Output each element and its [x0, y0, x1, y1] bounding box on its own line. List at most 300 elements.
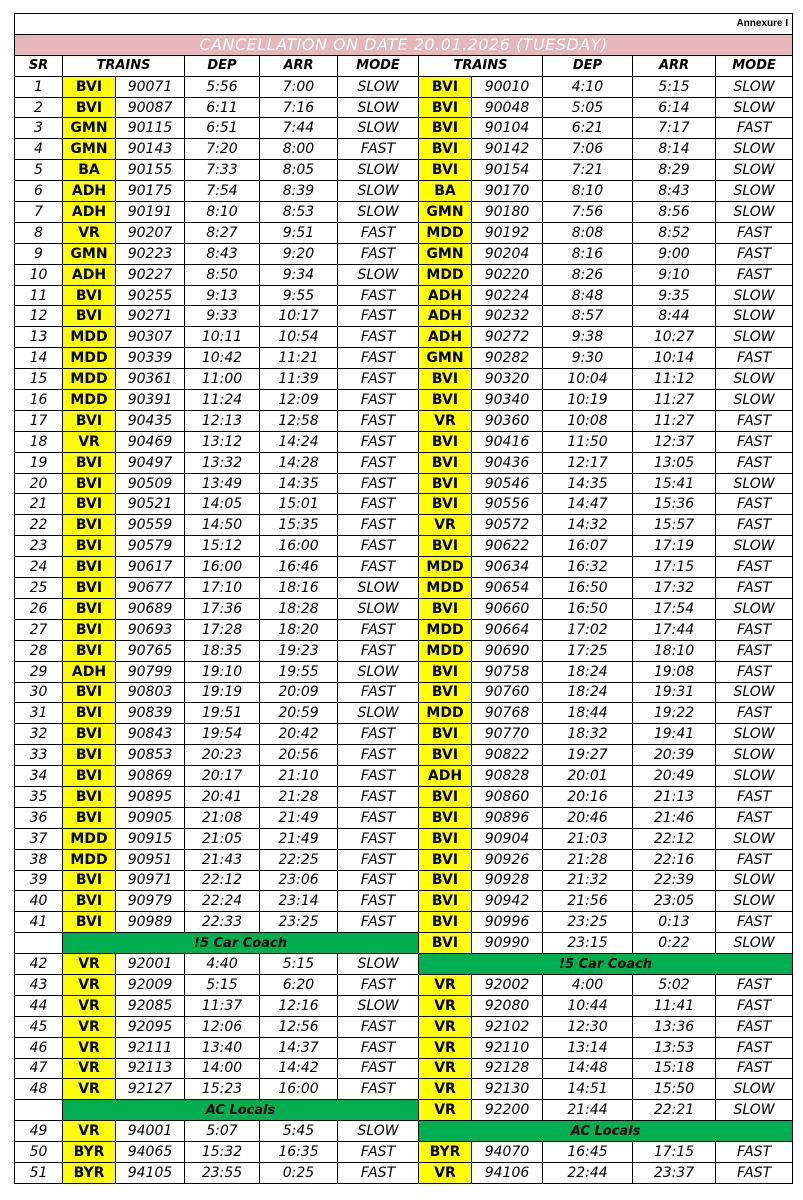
mode-cell-left: FAST	[338, 891, 419, 912]
train-no-cell-left: 90361	[116, 369, 185, 390]
train-no-cell-left: 92111	[116, 1037, 185, 1058]
train-no-cell-left: 90191	[116, 202, 185, 223]
mode-cell-right: SLOW	[716, 202, 793, 223]
dep-cell-right: 14:32	[543, 515, 633, 536]
dep-cell-left: 9:33	[185, 306, 260, 327]
sr-cell	[15, 933, 63, 954]
train-no-cell-right: 92128	[472, 1058, 543, 1079]
station-cell-right: BVI	[419, 870, 472, 891]
dep-cell-right: 11:50	[543, 431, 633, 452]
mode-cell-right: SLOW	[716, 369, 793, 390]
train-no-cell-left: 90115	[116, 118, 185, 139]
mode-cell-left: FAST	[338, 473, 419, 494]
table-row	[15, 1037, 793, 1058]
mode-cell-right: FAST	[716, 786, 793, 807]
arr-cell-right: 19:41	[633, 724, 716, 745]
dep-cell-left: 17:36	[185, 598, 260, 619]
mode-cell-left: SLOW	[338, 1121, 419, 1142]
mode-cell-left: FAST	[338, 619, 419, 640]
arr-cell-left: 16:46	[260, 557, 338, 578]
arr-cell-right: 13:05	[633, 452, 716, 473]
mode-cell-left: FAST	[338, 724, 419, 745]
train-no-cell-left: 90227	[116, 264, 185, 285]
station-cell-right: BVI	[419, 76, 472, 97]
train-no-cell-right: 90154	[472, 160, 543, 181]
sr-cell: 28	[15, 640, 63, 661]
station-cell-right: BVI	[419, 598, 472, 619]
arr-cell-right: 8:56	[633, 202, 716, 223]
train-no-cell-left: 90799	[116, 661, 185, 682]
arr-cell-right: 10:14	[633, 348, 716, 369]
section-header-right: !5 Car Coach	[419, 954, 793, 975]
mode-cell-left: SLOW	[338, 160, 419, 181]
mode-cell-left: SLOW	[338, 118, 419, 139]
sr-cell: 48	[15, 1079, 63, 1100]
station-cell-right: VR	[419, 1037, 472, 1058]
station-cell-right: BVI	[419, 724, 472, 745]
sr-cell: 41	[15, 912, 63, 933]
mode-cell-left: FAST	[338, 870, 419, 891]
sr-cell: 7	[15, 202, 63, 223]
train-no-cell-left: 90469	[116, 431, 185, 452]
train-no-cell-right: 90272	[472, 327, 543, 348]
arr-cell-left: 20:59	[260, 703, 338, 724]
train-no-cell-left: 94065	[116, 1142, 185, 1163]
mode-cell-left: FAST	[338, 974, 419, 995]
dep-cell-right: 8:57	[543, 306, 633, 327]
dep-cell-right: 12:17	[543, 452, 633, 473]
train-no-cell-right: 90896	[472, 807, 543, 828]
station-cell-right: GMN	[419, 202, 472, 223]
mode-cell-right: FAST	[716, 1037, 793, 1058]
train-no-cell-right: 90904	[472, 828, 543, 849]
sr-cell: 3	[15, 118, 63, 139]
train-no-cell-right: 90822	[472, 745, 543, 766]
dep-cell-right: 17:25	[543, 640, 633, 661]
dep-cell-right: 22:44	[543, 1162, 633, 1183]
sr-cell	[15, 1100, 63, 1121]
station-cell-left: BVI	[63, 598, 116, 619]
dep-cell-right: 7:06	[543, 139, 633, 160]
arr-cell-left: 11:39	[260, 369, 338, 390]
station-cell-left: BVI	[63, 494, 116, 515]
mode-cell-right: FAST	[716, 222, 793, 243]
mode-cell-left: FAST	[338, 828, 419, 849]
table-row	[15, 410, 793, 431]
dep-cell-right: 9:38	[543, 327, 633, 348]
sr-cell: 17	[15, 410, 63, 431]
dep-cell-right: 23:25	[543, 912, 633, 933]
train-no-cell-left: 90207	[116, 222, 185, 243]
station-cell-left: MDD	[63, 327, 116, 348]
dep-cell-left: 16:00	[185, 557, 260, 578]
dep-cell-left: 7:54	[185, 181, 260, 202]
dep-cell-right: 20:46	[543, 807, 633, 828]
station-cell-left: BVI	[63, 578, 116, 599]
station-cell-left: BVI	[63, 619, 116, 640]
header-arr-right: ARR	[633, 55, 716, 76]
arr-cell-left: 5:45	[260, 1121, 338, 1142]
station-cell-left: MDD	[63, 828, 116, 849]
table-row	[15, 306, 793, 327]
arr-cell-right: 22:12	[633, 828, 716, 849]
arr-cell-right: 9:00	[633, 243, 716, 264]
mode-cell-right: FAST	[716, 1142, 793, 1163]
mode-cell-right: FAST	[716, 995, 793, 1016]
arr-cell-left: 12:09	[260, 390, 338, 411]
mode-cell-left: FAST	[338, 536, 419, 557]
mode-cell-left: SLOW	[338, 954, 419, 975]
dep-cell-right: 20:01	[543, 766, 633, 787]
dep-cell-right: 23:15	[543, 933, 633, 954]
mode-cell-right: SLOW	[716, 139, 793, 160]
train-no-cell-left: 90155	[116, 160, 185, 181]
sr-cell: 43	[15, 974, 63, 995]
arr-cell-right: 17:44	[633, 619, 716, 640]
train-no-cell-left: 90803	[116, 682, 185, 703]
train-no-cell-left: 90307	[116, 327, 185, 348]
sr-cell: 19	[15, 452, 63, 473]
mode-cell-right: FAST	[716, 640, 793, 661]
dep-cell-left: 21:05	[185, 828, 260, 849]
arr-cell-left: 9:34	[260, 264, 338, 285]
sr-cell: 30	[15, 682, 63, 703]
mode-cell-right: FAST	[716, 410, 793, 431]
arr-cell-right: 17:54	[633, 598, 716, 619]
dep-cell-left: 20:41	[185, 786, 260, 807]
train-no-cell-left: 90223	[116, 243, 185, 264]
station-cell-left: BVI	[63, 724, 116, 745]
train-no-cell-left: 90971	[116, 870, 185, 891]
arr-cell-right: 11:27	[633, 410, 716, 431]
station-cell-right: VR	[419, 410, 472, 431]
train-no-cell-right: 90758	[472, 661, 543, 682]
arr-cell-right: 19:08	[633, 661, 716, 682]
train-no-cell-left: 90071	[116, 76, 185, 97]
sr-cell: 29	[15, 661, 63, 682]
arr-cell-right: 15:50	[633, 1079, 716, 1100]
mode-cell-left: SLOW	[338, 995, 419, 1016]
station-cell-left: ADH	[63, 181, 116, 202]
mode-cell-right: SLOW	[716, 724, 793, 745]
arr-cell-left: 7:00	[260, 76, 338, 97]
dep-cell-left: 15:23	[185, 1079, 260, 1100]
table-row	[15, 640, 793, 661]
train-no-cell-left: 90579	[116, 536, 185, 557]
station-cell-left: BVI	[63, 807, 116, 828]
train-no-cell-left: 90989	[116, 912, 185, 933]
arr-cell-left: 9:20	[260, 243, 338, 264]
arr-cell-left: 22:25	[260, 849, 338, 870]
train-no-cell-right: 90828	[472, 766, 543, 787]
mode-cell-left: FAST	[338, 1037, 419, 1058]
mode-cell-right: SLOW	[716, 76, 793, 97]
sr-cell: 1	[15, 76, 63, 97]
sr-cell: 27	[15, 619, 63, 640]
station-cell-left: VR	[63, 222, 116, 243]
mode-cell-left: FAST	[338, 640, 419, 661]
table-row	[15, 264, 793, 285]
mode-cell-left: FAST	[338, 682, 419, 703]
dep-cell-left: 7:20	[185, 139, 260, 160]
mode-cell-left: FAST	[338, 139, 419, 160]
arr-cell-left: 7:16	[260, 97, 338, 118]
mode-cell-right: SLOW	[716, 390, 793, 411]
dep-cell-left: 10:11	[185, 327, 260, 348]
station-cell-left: BVI	[63, 473, 116, 494]
station-cell-left: BVI	[63, 786, 116, 807]
train-no-cell-left: 90677	[116, 578, 185, 599]
mode-cell-left: SLOW	[338, 202, 419, 223]
station-cell-left: GMN	[63, 118, 116, 139]
train-no-cell-left: 90617	[116, 557, 185, 578]
sr-cell: 37	[15, 828, 63, 849]
mode-cell-left: FAST	[338, 410, 419, 431]
header-mode-left: MODE	[338, 55, 419, 76]
station-cell-left: MDD	[63, 369, 116, 390]
arr-cell-left: 12:56	[260, 1016, 338, 1037]
train-no-cell-left: 90869	[116, 766, 185, 787]
dep-cell-right: 14:47	[543, 494, 633, 515]
train-no-cell-right: 92080	[472, 995, 543, 1016]
table-row	[15, 97, 793, 118]
station-cell-right: BVI	[419, 891, 472, 912]
station-cell-left: VR	[63, 1037, 116, 1058]
mode-cell-right: SLOW	[716, 870, 793, 891]
station-cell-left: BVI	[63, 410, 116, 431]
arr-cell-left: 12:16	[260, 995, 338, 1016]
dep-cell-left: 5:56	[185, 76, 260, 97]
station-cell-right: BVI	[419, 390, 472, 411]
train-no-cell-left: 90559	[116, 515, 185, 536]
dep-cell-right: 18:24	[543, 661, 633, 682]
arr-cell-left: 8:05	[260, 160, 338, 181]
dep-cell-right: 17:02	[543, 619, 633, 640]
table-row	[15, 891, 793, 912]
header-trains-right: TRAINS	[419, 55, 543, 76]
dep-cell-right: 14:35	[543, 473, 633, 494]
station-cell-left: BVI	[63, 640, 116, 661]
train-no-cell-left: 90339	[116, 348, 185, 369]
dep-cell-left: 4:40	[185, 954, 260, 975]
sr-cell: 31	[15, 703, 63, 724]
table-row	[15, 390, 793, 411]
station-cell-right: BVI	[419, 828, 472, 849]
station-cell-right: VR	[419, 515, 472, 536]
sr-cell: 46	[15, 1037, 63, 1058]
arr-cell-left: 9:51	[260, 222, 338, 243]
arr-cell-left: 21:28	[260, 786, 338, 807]
table-row	[15, 431, 793, 452]
sr-cell: 22	[15, 515, 63, 536]
table-row	[15, 598, 793, 619]
section-header-left: !5 Car Coach	[63, 933, 419, 954]
dep-cell-left: 5:15	[185, 974, 260, 995]
header-dep-left: DEP	[185, 55, 260, 76]
station-cell-right: BYR	[419, 1142, 472, 1163]
mode-cell-right: FAST	[716, 264, 793, 285]
mode-cell-right: FAST	[716, 807, 793, 828]
dep-cell-right: 21:56	[543, 891, 633, 912]
dep-cell-right: 5:05	[543, 97, 633, 118]
mode-cell-right: FAST	[716, 452, 793, 473]
header-row	[15, 55, 793, 76]
dep-cell-right: 16:50	[543, 578, 633, 599]
station-cell-left: BYR	[63, 1162, 116, 1183]
arr-cell-right: 22:39	[633, 870, 716, 891]
dep-cell-right: 19:27	[543, 745, 633, 766]
arr-cell-left: 16:00	[260, 536, 338, 557]
table-row	[15, 348, 793, 369]
station-cell-right: MDD	[419, 557, 472, 578]
arr-cell-right: 17:19	[633, 536, 716, 557]
arr-cell-left: 0:25	[260, 1162, 338, 1183]
header-sr: SR	[15, 55, 63, 76]
section-header-right: AC Locals	[419, 1121, 793, 1142]
arr-cell-right: 8:52	[633, 222, 716, 243]
mode-cell-left: SLOW	[338, 598, 419, 619]
dep-cell-right: 8:16	[543, 243, 633, 264]
mode-cell-right: SLOW	[716, 97, 793, 118]
sr-cell: 16	[15, 390, 63, 411]
dep-cell-right: 16:32	[543, 557, 633, 578]
train-no-cell-right: 90654	[472, 578, 543, 599]
mode-cell-left: FAST	[338, 807, 419, 828]
station-cell-right: VR	[419, 1079, 472, 1100]
dep-cell-left: 13:12	[185, 431, 260, 452]
annexure-label: Annexure I	[15, 14, 793, 35]
title-row	[15, 34, 793, 55]
sr-cell: 9	[15, 243, 63, 264]
arr-cell-left: 8:39	[260, 181, 338, 202]
arr-cell-left: 7:44	[260, 118, 338, 139]
dep-cell-left: 12:13	[185, 410, 260, 431]
header-arr-left: ARR	[260, 55, 338, 76]
dep-cell-left: 13:49	[185, 473, 260, 494]
dep-cell-left: 8:43	[185, 243, 260, 264]
train-no-cell-right: 90942	[472, 891, 543, 912]
mode-cell-right: FAST	[716, 619, 793, 640]
dep-cell-left: 8:27	[185, 222, 260, 243]
mode-cell-right: FAST	[716, 431, 793, 452]
sr-cell: 6	[15, 181, 63, 202]
mode-cell-right: FAST	[716, 578, 793, 599]
mode-cell-left: SLOW	[338, 181, 419, 202]
train-no-cell-right: 90360	[472, 410, 543, 431]
train-no-cell-left: 90521	[116, 494, 185, 515]
arr-cell-left: 16:00	[260, 1079, 338, 1100]
train-no-cell-right: 90170	[472, 181, 543, 202]
arr-cell-left: 20:09	[260, 682, 338, 703]
mode-cell-left: FAST	[338, 452, 419, 473]
table-row	[15, 933, 793, 954]
train-no-cell-right: 92002	[472, 974, 543, 995]
dep-cell-right: 10:44	[543, 995, 633, 1016]
dep-cell-left: 19:54	[185, 724, 260, 745]
train-no-cell-right: 90224	[472, 285, 543, 306]
station-cell-right: BVI	[419, 807, 472, 828]
dep-cell-left: 21:08	[185, 807, 260, 828]
arr-cell-left: 14:24	[260, 431, 338, 452]
sr-cell: 26	[15, 598, 63, 619]
table-row	[15, 1100, 793, 1121]
arr-cell-right: 17:32	[633, 578, 716, 599]
dep-cell-right: 4:10	[543, 76, 633, 97]
sr-cell: 40	[15, 891, 63, 912]
page-title: CANCELLATION ON DATE 20.01.2026 (TUESDAY)	[15, 34, 793, 55]
dep-cell-left: 14:50	[185, 515, 260, 536]
table-row	[15, 912, 793, 933]
arr-cell-right: 7:17	[633, 118, 716, 139]
arr-cell-left: 21:10	[260, 766, 338, 787]
sr-cell: 38	[15, 849, 63, 870]
arr-cell-left: 18:20	[260, 619, 338, 640]
dep-cell-right: 21:03	[543, 828, 633, 849]
train-no-cell-right: 90048	[472, 97, 543, 118]
dep-cell-left: 22:12	[185, 870, 260, 891]
table-row	[15, 76, 793, 97]
arr-cell-right: 13:53	[633, 1037, 716, 1058]
arr-cell-left: 14:35	[260, 473, 338, 494]
mode-cell-left: FAST	[338, 1142, 419, 1163]
mode-cell-left: FAST	[338, 431, 419, 452]
sr-cell: 32	[15, 724, 63, 745]
sr-cell: 8	[15, 222, 63, 243]
station-cell-right: BVI	[419, 431, 472, 452]
station-cell-left: ADH	[63, 264, 116, 285]
dep-cell-right: 6:21	[543, 118, 633, 139]
train-no-cell-left: 90143	[116, 139, 185, 160]
station-cell-right: VR	[419, 1058, 472, 1079]
mode-cell-left: FAST	[338, 557, 419, 578]
train-no-cell-left: 90509	[116, 473, 185, 494]
train-no-cell-right: 90664	[472, 619, 543, 640]
train-no-cell-left: 90175	[116, 181, 185, 202]
sr-cell: 2	[15, 97, 63, 118]
dep-cell-right: 8:10	[543, 181, 633, 202]
station-cell-right: BA	[419, 181, 472, 202]
station-cell-right: BVI	[419, 661, 472, 682]
arr-cell-left: 23:25	[260, 912, 338, 933]
arr-cell-left: 16:35	[260, 1142, 338, 1163]
table-row	[15, 473, 793, 494]
arr-cell-right: 15:57	[633, 515, 716, 536]
arr-cell-left: 15:01	[260, 494, 338, 515]
arr-cell-left: 5:15	[260, 954, 338, 975]
table-row	[15, 1079, 793, 1100]
table-row	[15, 807, 793, 828]
station-cell-left: BVI	[63, 766, 116, 787]
mode-cell-left: FAST	[338, 306, 419, 327]
table-row	[15, 557, 793, 578]
mode-cell-right: SLOW	[716, 306, 793, 327]
mode-cell-left: FAST	[338, 348, 419, 369]
dep-cell-right: 10:19	[543, 390, 633, 411]
station-cell-right: BVI	[419, 786, 472, 807]
arr-cell-left: 10:54	[260, 327, 338, 348]
arr-cell-left: 12:58	[260, 410, 338, 431]
station-cell-right: BVI	[419, 536, 472, 557]
train-no-cell-left: 90905	[116, 807, 185, 828]
train-no-cell-left: 92095	[116, 1016, 185, 1037]
sr-cell: 18	[15, 431, 63, 452]
dep-cell-right: 20:16	[543, 786, 633, 807]
dep-cell-left: 13:32	[185, 452, 260, 473]
station-cell-right: BVI	[419, 849, 472, 870]
station-cell-right: MDD	[419, 578, 472, 599]
arr-cell-right: 11:27	[633, 390, 716, 411]
station-cell-left: ADH	[63, 661, 116, 682]
